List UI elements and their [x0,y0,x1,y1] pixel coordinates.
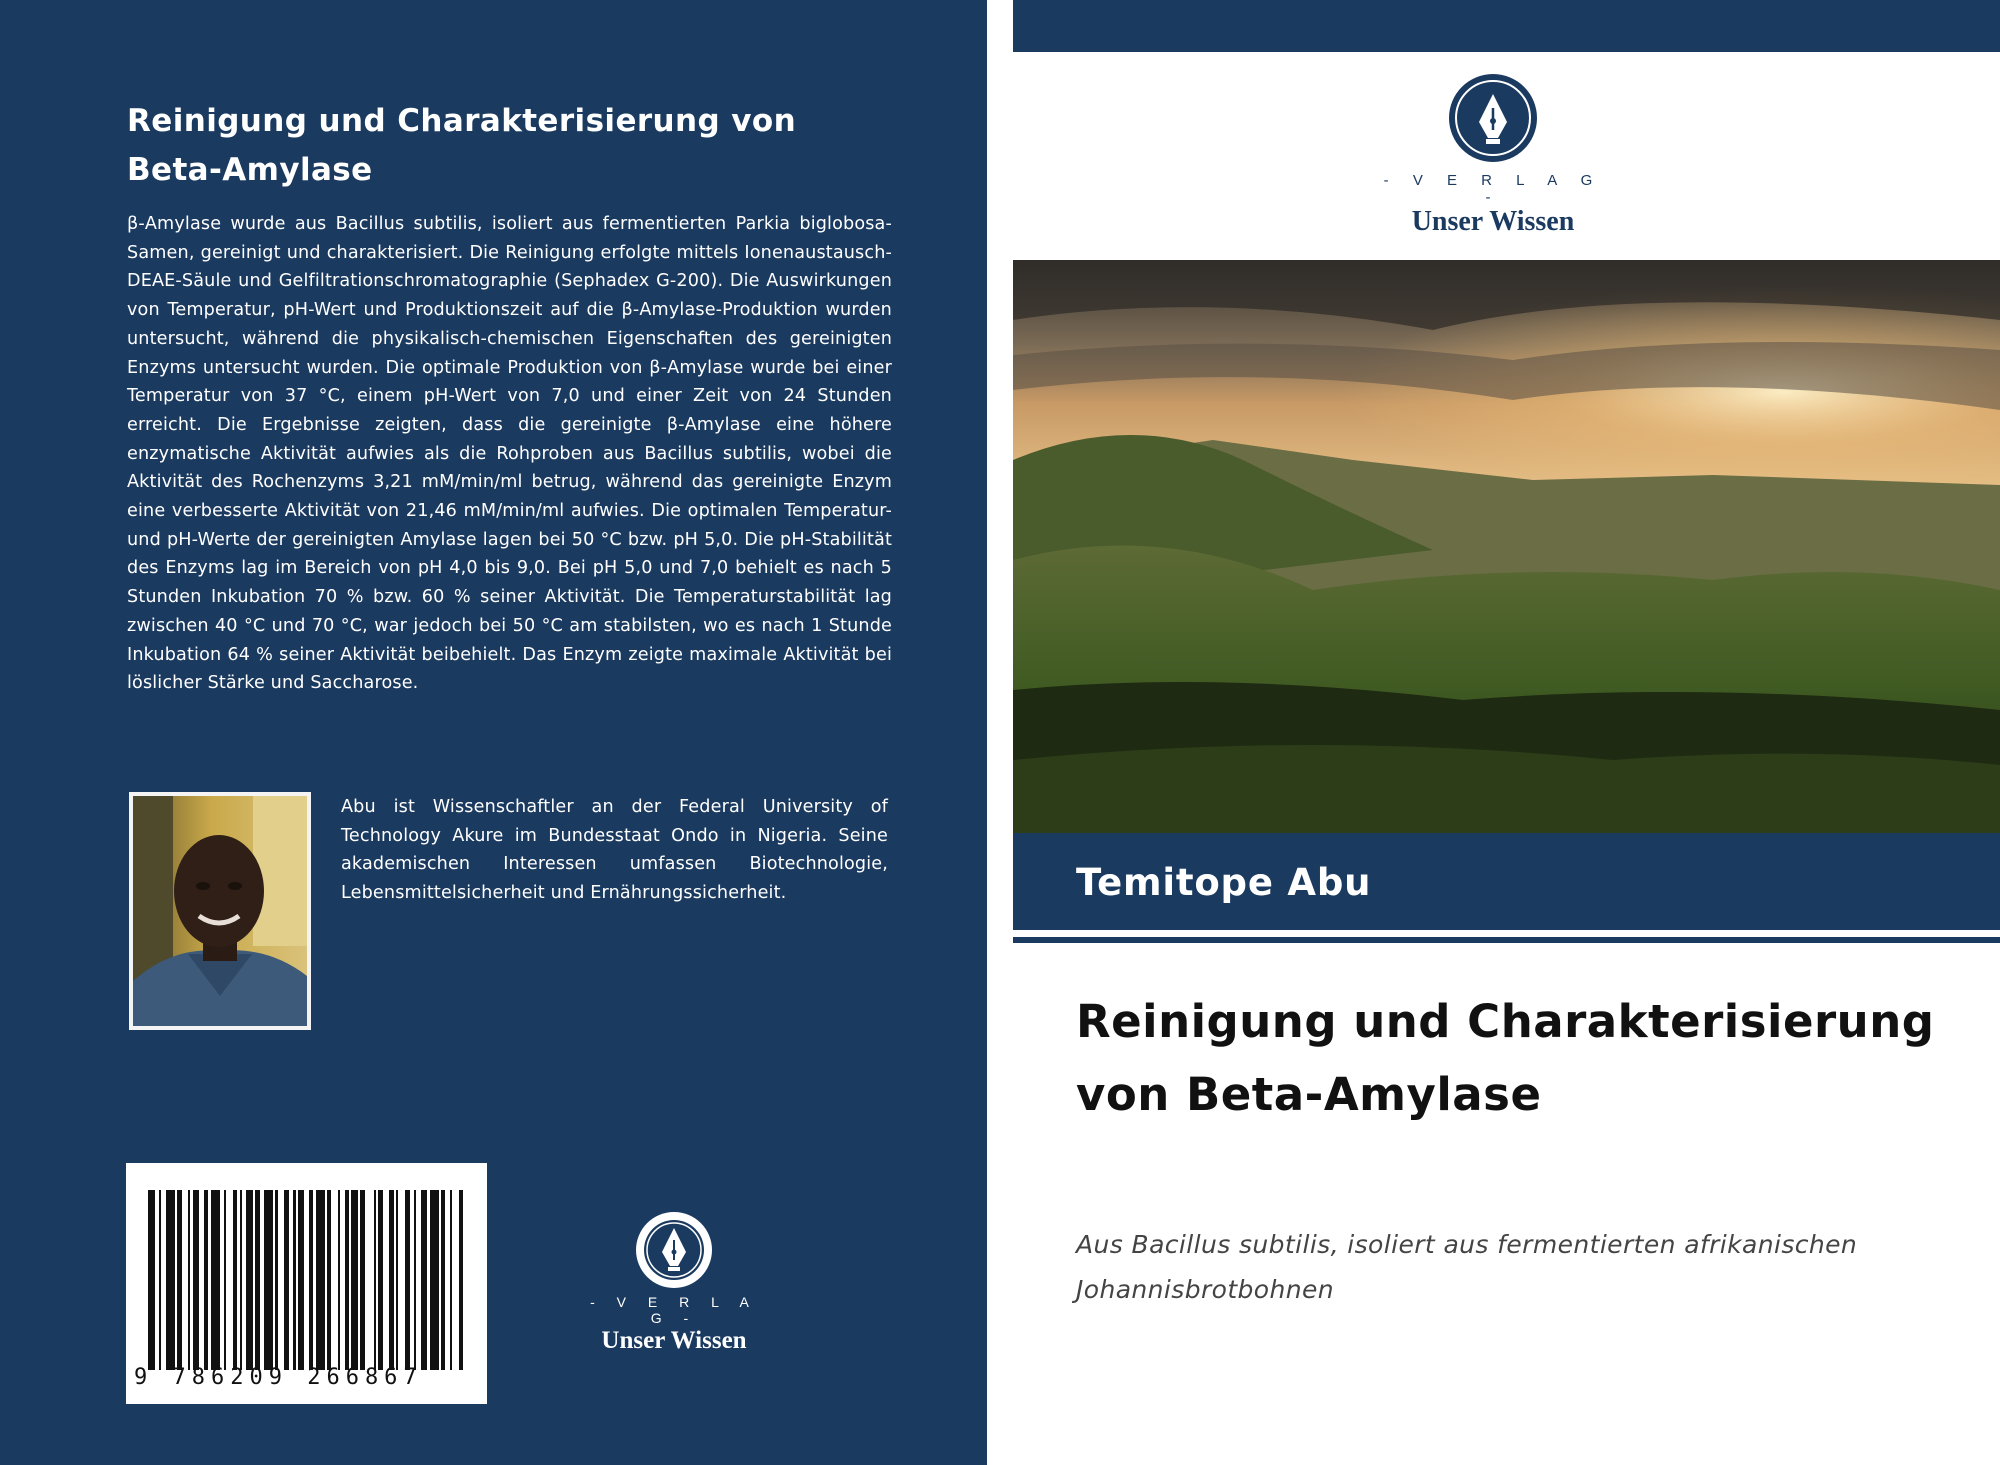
barcode-bar [430,1190,439,1370]
barcode-bar [398,1190,405,1370]
cover-landscape-photo [1013,260,2000,833]
author-photo [129,792,311,1030]
author-bio: Abu ist Wissenschaftler an der Federal University of Technology Akure im Bundesstaat Ondo in Nigeria. Seine akademischen Interessen umfassen Biotechnologie, Lebensmittelsicherheit und Ernährungssicherheit. [341,797,888,904]
barcode-bar [351,1190,358,1370]
front-author-name: Temitope Abu [1076,861,1372,904]
barcode-bar [365,1190,374,1370]
barcode-bar [421,1190,428,1370]
divider-rule [1013,937,2000,943]
author-portrait-image [133,796,307,1026]
isbn-digits: 9 786209 266867 [134,1365,423,1390]
barcode-bar [148,1190,155,1370]
barcode-bar [166,1190,175,1370]
barcode-bar [182,1190,189,1370]
barcode-bar [298,1190,305,1370]
barcode-bar [246,1190,253,1370]
barcode-bar [452,1190,459,1370]
spine [987,0,1013,1465]
barcode-bar [264,1190,273,1370]
barcode-bar [463,1190,465,1370]
back-logo-verlag-label: - V E R L A G - [590,1294,758,1326]
isbn-barcode [126,1163,487,1404]
back-cover [0,0,987,1465]
front-cover [1013,0,2000,1465]
fountain-pen-nib-icon [634,1210,714,1290]
barcode-bars [148,1190,466,1370]
barcode-bar [383,1190,390,1370]
back-cover-abstract: β-Amylase wurde aus Bacillus subtilis, isoliert aus fermentierten Parkia biglobosa-Samen, gereinigt und charakterisiert. Die Reinigung erfolgte mittels Ionenaustausch-DEAE-Säule und Gelfiltrationschromatographie (Sephadex G-200). Die Auswirkungen von Temperatur, pH-Wert und Produktionszeit auf die β-Amylase-Produktion wurden untersucht, während die physikalisch-chemischen Eigenschaften des gereinigten Enzyms untersucht wurden. Die optimale Produktion von β-Amylase wurde bei einer Temperatur von 37 °C, einem pH-Wert von 7,0 und einer Zeit von 24 Stunden erreicht. Die Ergebnisse zeigten, dass die gereinigte β-Amylase eine höhere enzymatische Aktivität aufwies als die Rohproben aus Bacillus subtilis, wobei die Aktivität des Rochenzyms 3,21 mM/min/ml betrug, während das gereinigte Enzym eine verbesserte Aktivität von 21,46 mM/min/ml aufwies. Die optimalen Temperatur- und pH-Werte der gereinigten Amylase lagen bei 50 °C bzw. pH 5,0. Die pH-Stabilität des Enzyms lag im Bereich von pH 4,0 bis 9,0. Bei pH 5,0 und 7,0 behielt es nach 5 Stunden Inkubation 70 % bzw. 60 % seiner Aktivität. Die Temperaturstabilität lag zwischen 40 °C und 70 °C, war jedoch bei 50 °C am stabilsten, wo es nach 1 Stunde Inkubation 64 % seiner Aktivität beibehielt. Das Enzym zeigte maximale Aktivität bei löslicher Stärke und Saccharose. [127,214,892,694]
back-cover-title: Reinigung und Charakterisierung von Beta-Amylase [127,103,797,188]
author-band [1013,833,2000,930]
barcode-bar [316,1190,325,1370]
front-cover-title: Reinigung und Charakterisierung von Beta-Amylase [1076,995,1935,1121]
barcode-bar [211,1190,220,1370]
back-logo-name: Unser Wissen [601,1327,747,1354]
barcode-bar [278,1190,285,1370]
front-cover-subtitle: Aus Bacillus subtilis, isoliert aus fermentierten afrikanischen Johannisbrotbohnen [1076,1230,1858,1304]
front-logo-verlag-label: - V E R L A G - [1383,172,1603,206]
barcode-bar [331,1190,338,1370]
barcode-bar [226,1190,233,1370]
front-publisher-logo [1373,72,1613,237]
front-logo-name: Unser Wissen [1411,206,1575,237]
front-top-bar [1013,0,2000,52]
sunset-valley-image [1013,260,2000,833]
barcode-bar [193,1190,200,1370]
back-publisher-logo [580,1210,768,1354]
fountain-pen-nib-icon [1447,72,1539,164]
